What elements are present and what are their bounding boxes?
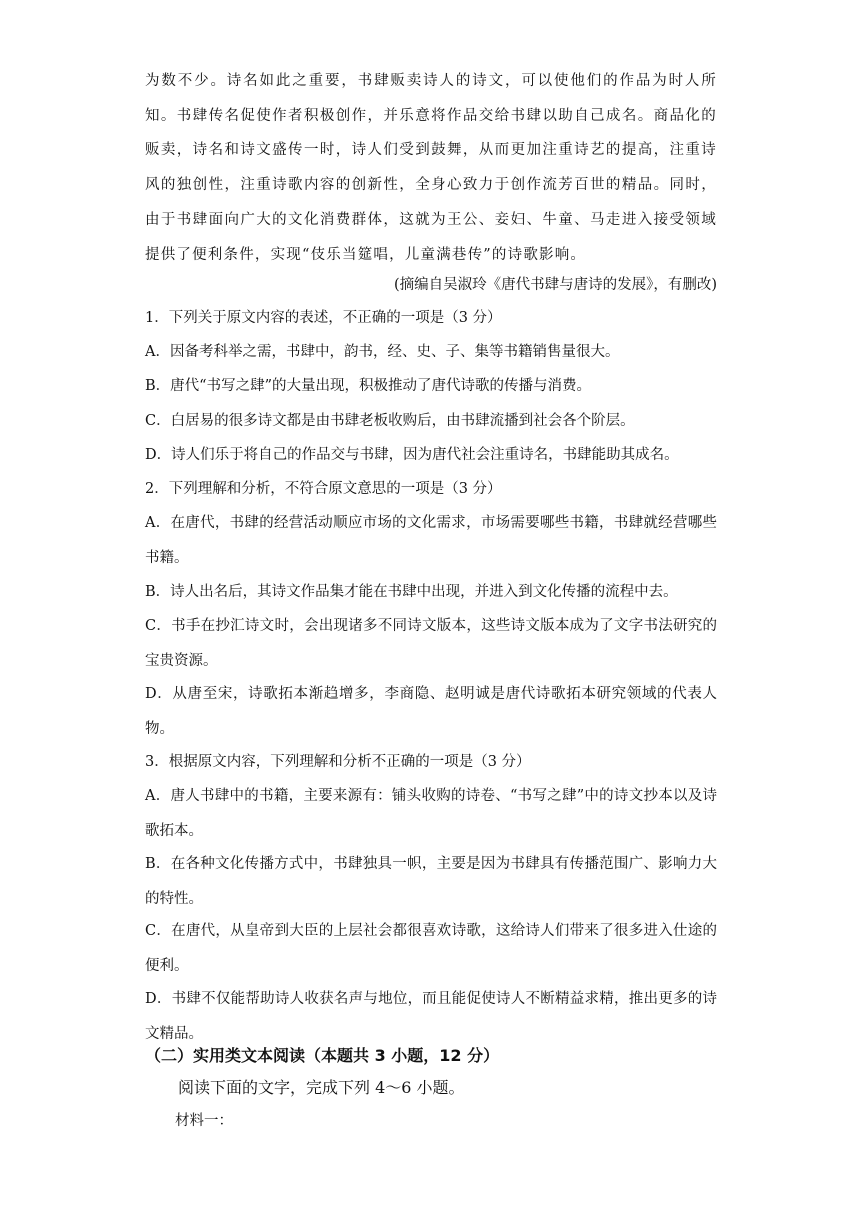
question-3-option-c: C．在唐代，从皇帝到大臣的上层社会都很喜欢诗歌，这给诗人们带来了很多进入仕途的便利。 bbox=[145, 923, 717, 974]
question-3-option-d: D．书肆不仅能帮助诗人收获名声与地位，而且能促使诗人不断精益求精，推出更多的诗文精品。 bbox=[145, 991, 717, 1042]
question-3-stem: 3．根据原文内容，下列理解和分析不正确的一项是（3 分） bbox=[145, 754, 531, 770]
passage-paragraph: 为数不少。诗名如此之重要，书肆贩卖诗人的诗文，可以使他们的作品为时人所知。书肆传名促使作者积极创作，并乐意将作品交给书肆以助自己成名。商品化的贩卖，诗名和诗文盛传一时，诗人们受到鼓舞，从而更加注重诗艺的提高，注重诗风的独创性，注重诗歌内容的创新性，全身心致力于创作流芳百世的精品。同时，由于书肆面向广大的文化消费群体，这就为王公、妾妇、牛童、马走进入接受领域提供了便利条件，实现“伎乐当筵唱，儿童满巷传”的诗歌影响。 bbox=[145, 73, 717, 263]
question-2-option-c: C．书手在抄汇诗文时，会出现诸多不同诗文版本，这些诗文版本成为了文字书法研究的宝贵资源。 bbox=[145, 618, 717, 669]
question-2-stem: 2．下列理解和分析，不符合原文意思的一项是（3 分） bbox=[145, 481, 502, 497]
material-label: 材料一： bbox=[175, 1113, 233, 1129]
section-instruction: 阅读下面的文字，完成下列 4～6 小题。 bbox=[178, 1078, 465, 1097]
question-1-stem: 1．下列关于原文内容的表述，不正确的一项是（3 分） bbox=[145, 310, 502, 326]
question-1-option-d: D．诗人们乐于将自己的作品交与书肆，因为唐代社会注重诗名，书肆能助其成名。 bbox=[145, 447, 679, 463]
question-2-option-a: A．在唐代，书肆的经营活动顺应市场的文化需求，市场需要哪些书籍，书肆就经营哪些书籍。 bbox=[145, 515, 717, 566]
question-2-option-b: B．诗人出名后，其诗文作品集才能在书肆中出现，并进入到文化传播的流程中去。 bbox=[145, 584, 678, 600]
question-3-option-a: A．唐人书肆中的书籍，主要来源有：铺头收购的诗卷、“书写之肆”中的诗文抄本以及诗歌拓本。 bbox=[145, 788, 717, 839]
question-1-option-a: A．因备考科举之需，书肆中，韵书，经、史、子、集等书籍销售量很大。 bbox=[145, 344, 620, 360]
section-heading: （二）实用类文本阅读（本题共 3 小题，12 分） bbox=[145, 1046, 500, 1065]
passage-source: (摘编自吴淑玲《唐代书肆与唐诗的发展》，有删改) bbox=[393, 277, 717, 293]
question-1-option-c: C．白居易的很多诗文都是由书肆老板收购后，由书肆流播到社会各个阶层。 bbox=[145, 413, 635, 429]
question-3-option-b: B．在各种文化传播方式中，书肆独具一帜，主要是因为书肆具有传播范围广、影响力大的特性。 bbox=[145, 856, 717, 907]
question-2-option-d: D．从唐至宋，诗歌拓本渐趋增多，李商隐、赵明诚是唐代诗歌拓本研究领域的代表人物。 bbox=[145, 686, 717, 737]
question-1-option-b: B．唐代“书写之肆”的大量出现，积极推动了唐代诗歌的传播与消费。 bbox=[145, 378, 591, 394]
